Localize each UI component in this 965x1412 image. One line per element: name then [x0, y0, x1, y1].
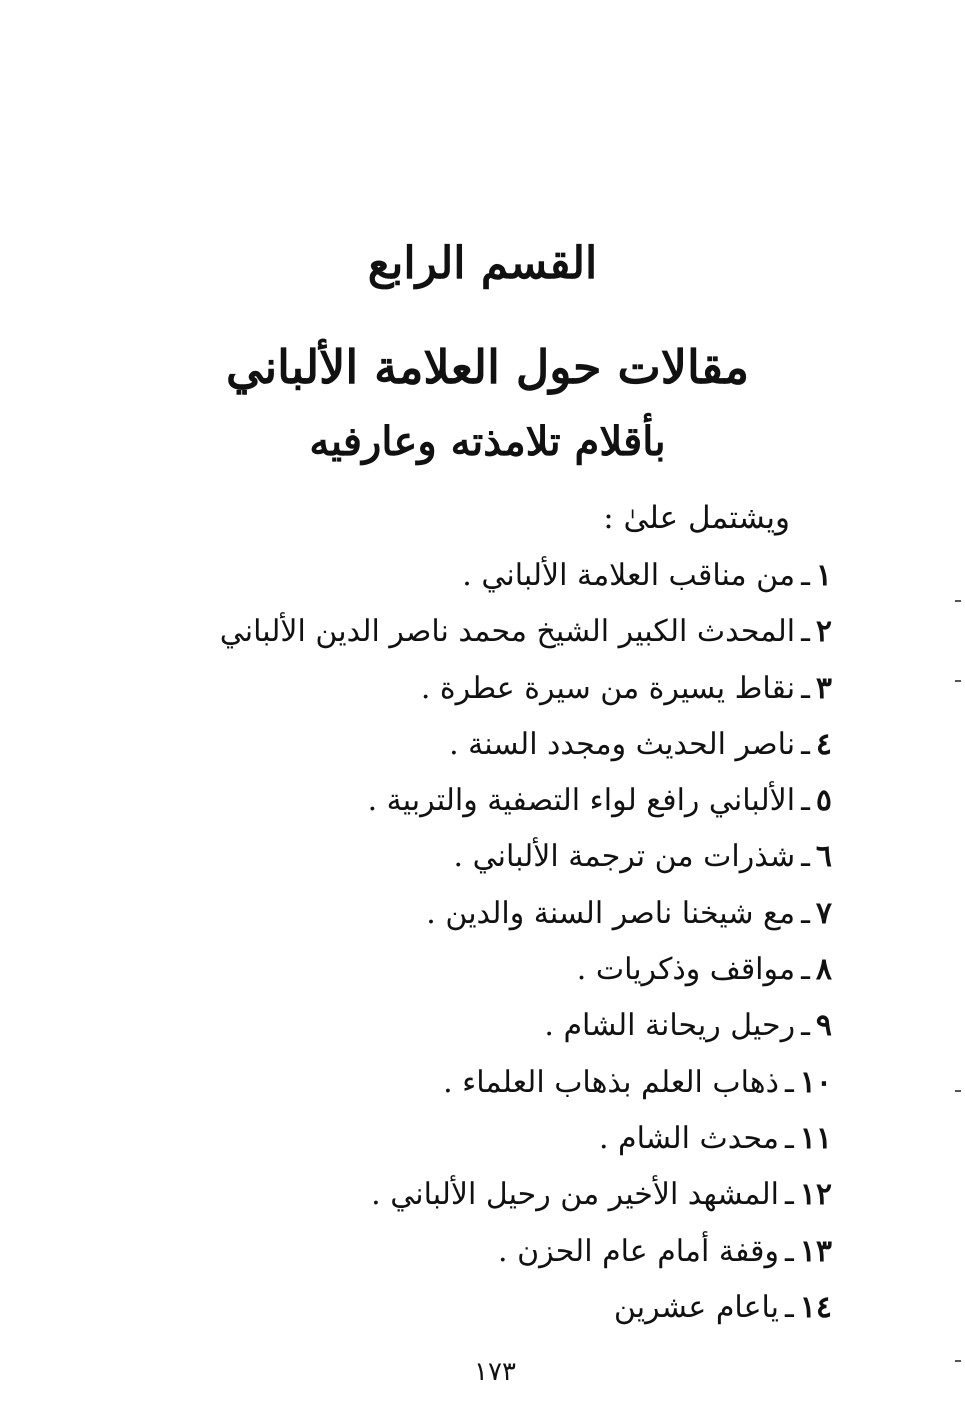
list-item	[220, 717, 832, 773]
item-separator: ـ	[801, 839, 810, 875]
item-number: ١	[815, 558, 832, 593]
item-number: ٢	[815, 614, 832, 650]
contents-list	[220, 548, 832, 1336]
item-separator: ـ	[801, 783, 810, 819]
list-item	[220, 604, 832, 660]
list-item	[220, 1280, 832, 1336]
page-subtitle: بأقلام تلامذته وعارفيه	[309, 418, 666, 465]
item-text: ذهاب العلم بذهاب العلماء .	[443, 1064, 779, 1100]
item-number: ٣	[815, 670, 832, 706]
item-number: ١١	[799, 1120, 832, 1156]
item-number: ١٤	[799, 1289, 832, 1325]
list-item	[220, 1111, 832, 1167]
list-item	[220, 886, 832, 942]
item-separator: ـ	[801, 558, 810, 593]
item-separator: ـ	[801, 726, 810, 762]
item-number: ٤	[815, 726, 832, 762]
list-item	[220, 942, 832, 998]
item-text: مع شيخنا ناصر السنة والدين .	[426, 895, 796, 931]
item-number: ٥	[815, 783, 832, 819]
list-item	[220, 1224, 832, 1280]
item-separator: ـ	[801, 895, 810, 931]
item-number: ١٣	[799, 1233, 832, 1269]
item-separator: ـ	[784, 1064, 794, 1100]
section-label: القسم الرابع	[367, 238, 598, 289]
item-separator: ـ	[801, 614, 810, 650]
scan-margin-mark	[955, 600, 961, 602]
item-text: الألباني رافع لواء التصفية والتربية .	[367, 783, 796, 819]
item-separator: ـ	[784, 1233, 794, 1269]
item-separator: ـ	[784, 1289, 794, 1325]
item-number: ٨	[815, 952, 832, 988]
item-number: ١٠	[799, 1064, 832, 1100]
contents-intro: ويشتمل علىٰ :	[603, 500, 790, 536]
list-item	[220, 829, 832, 885]
list-item	[220, 661, 832, 717]
page-title: مقالات حول العلامة الألباني	[226, 340, 749, 394]
item-text: من مناقب العلامة الألباني .	[462, 558, 796, 593]
list-item	[220, 998, 832, 1054]
list-item	[220, 773, 832, 829]
list-item	[220, 548, 832, 604]
item-text: وقفة أمام عام الحزن .	[498, 1233, 779, 1269]
list-item	[220, 1167, 832, 1223]
scan-margin-mark	[955, 680, 961, 682]
item-number: ٩	[815, 1008, 832, 1044]
item-number: ١٢	[799, 1177, 832, 1213]
item-separator: ـ	[784, 1177, 794, 1213]
item-text: المشهد الأخير من رحيل الألباني .	[371, 1177, 779, 1213]
item-number: ٦	[815, 839, 832, 875]
item-text: محدث الشام .	[598, 1120, 779, 1156]
item-text: مواقف وذكريات .	[576, 952, 796, 988]
item-text: ياعام عشرين	[613, 1289, 779, 1325]
item-separator: ـ	[801, 670, 810, 706]
item-text: نقاط يسيرة من سيرة عطرة .	[420, 670, 796, 706]
item-text: المحدث الكبير الشيخ محمد ناصر الدين الألباني	[219, 614, 796, 650]
item-number: ٧	[815, 895, 832, 931]
item-separator: ـ	[801, 1008, 810, 1044]
item-text: رحيل ريحانة الشام .	[544, 1008, 796, 1044]
item-text: شذرات من ترجمة الألباني .	[453, 839, 796, 875]
item-text: ناصر الحديث ومجدد السنة .	[449, 726, 796, 762]
item-separator: ـ	[784, 1120, 794, 1156]
scan-margin-mark	[955, 1090, 961, 1092]
list-item	[220, 1055, 832, 1111]
scan-margin-mark	[955, 1360, 961, 1362]
item-separator: ـ	[801, 952, 810, 988]
page-number: ١٧٣	[474, 1357, 516, 1387]
